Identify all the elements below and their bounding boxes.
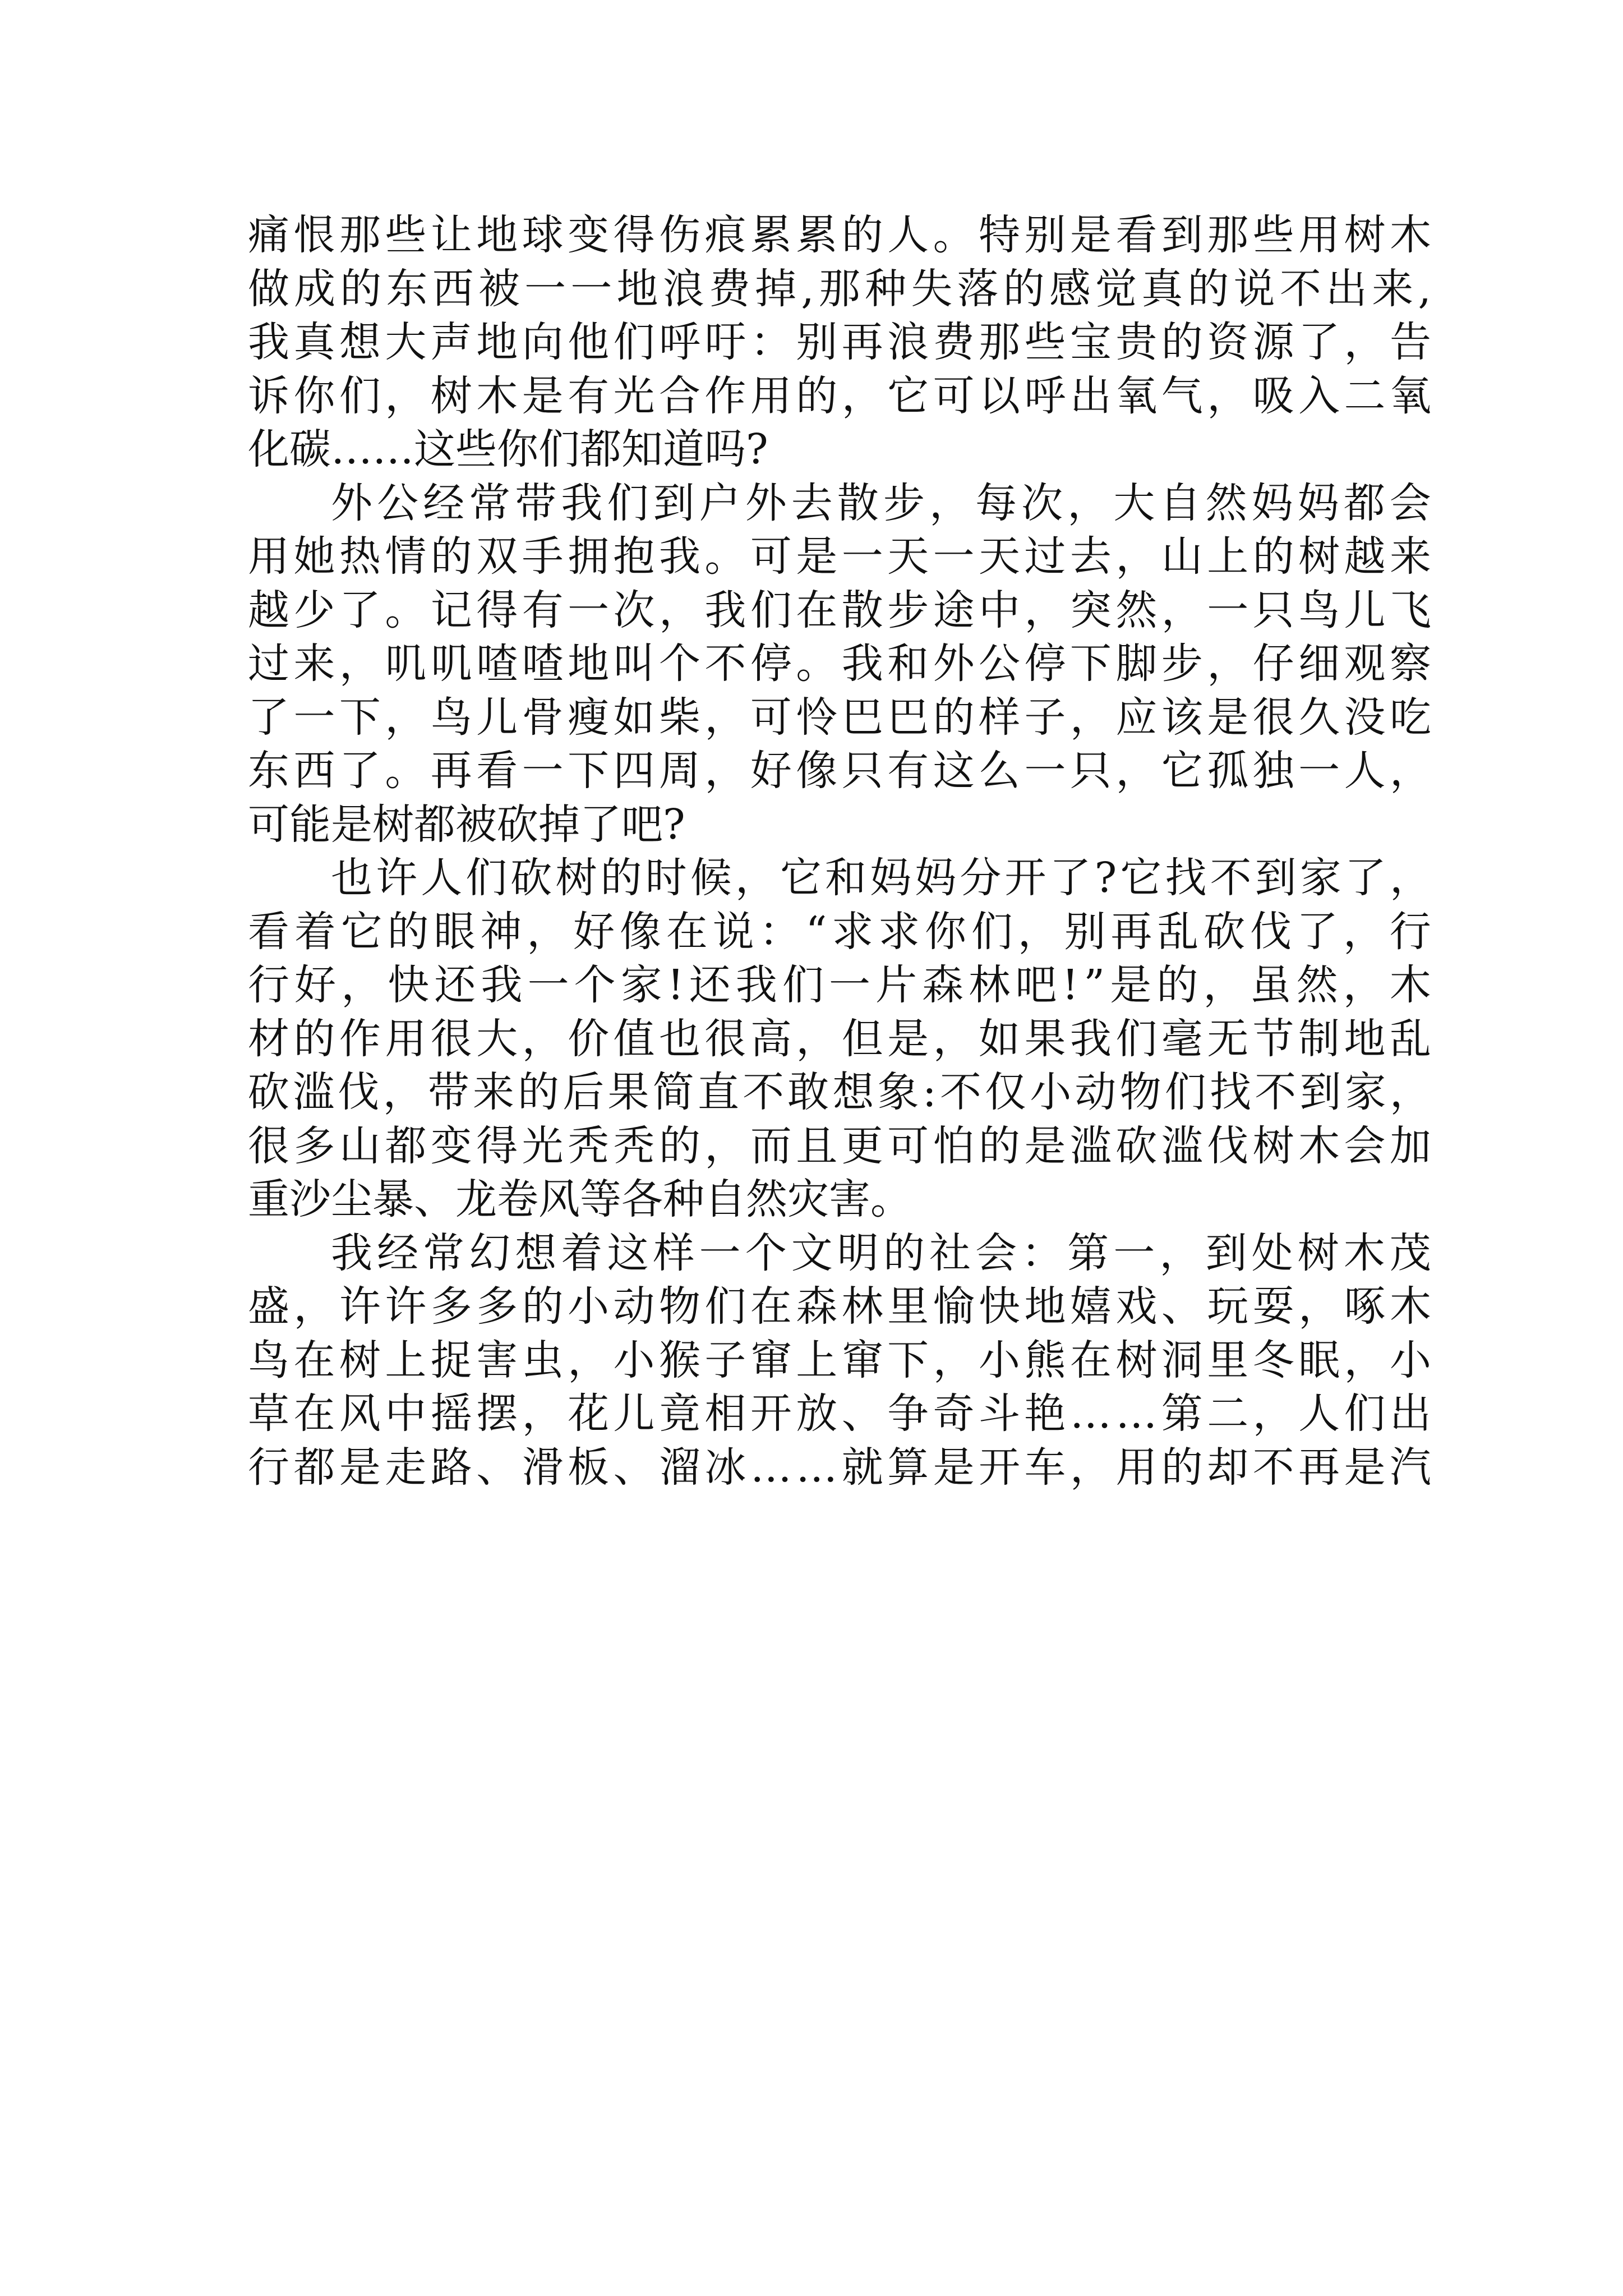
paragraph — [248, 209, 1431, 477]
text-line: 化 碳 … … 这 些 你 们 都 知 道 吗 ? — [248, 425, 768, 473]
text-line: 越 少 了 。 记 得 有 一 次 ， 我 们 在 散 步 途 中 ， 突 然 ， 一 只 鸟 儿 飞 — [248, 586, 1431, 634]
text-line: 过 来 ， 叽 叽 喳 喳 地 叫 个 不 停 。 我 和 外 公 停 下 脚 步 ， 仔 细 观 察 — [248, 639, 1431, 688]
text-line: 了 一 下 ， 鸟 儿 骨 瘦 如 柴 ， 可 怜 巴 巴 的 样 子 ， 应 该 是 很 久 没 吃 — [248, 693, 1431, 742]
text-line: 盛 ， 许 许 多 多 的 小 动 物 们 在 森 林 里 愉 快 地 嬉 戏 、 玩 耍 ， 啄 木 — [248, 1282, 1431, 1331]
text-line: 鸟 在 树 上 捉 害 虫 ， 小 猴 子 窜 上 窜 下 ， 小 熊 在 树 洞 里 冬 眠 ， 小 — [248, 1336, 1431, 1384]
text-line: 草 在 风 中 摇 摆 ， 花 儿 竟 相 开 放 、 争 奇 斗 艳 … … 第 二 ， 人 们 出 — [248, 1389, 1431, 1438]
text-line: 砍 滥 伐 ， 带 来 的 后 果 简 直 不 敢 想 象 : 不 仅 小 动 物 们 找 不 到 家 ， — [248, 1068, 1431, 1116]
text-line: 外 公 经 常 带 我 们 到 户 外 去 散 步 ， 每 次 ， 大 自 然 妈 妈 都 会 — [331, 478, 1431, 527]
paragraph — [248, 1227, 1431, 1495]
text-line: 行 好 ， 快 还 我 一 个 家 ! 还 我 们 一 片 森 林 吧 ! ” 是 的 ， 虽 然 ， 木 — [248, 961, 1431, 1009]
text-line: 也 许 人 们 砍 树 的 时 候 ， 它 和 妈 妈 分 开 了 ? 它 找 不 到 家 了 ， — [331, 854, 1431, 902]
text-line: 可 能 是 树 都 被 砍 掉 了 吧 ? — [248, 800, 685, 849]
text-line: 用 她 热 情 的 双 手 拥 抱 我 。 可 是 一 天 一 天 过 去 ， 山 上 的 树 越 来 — [248, 532, 1431, 581]
text-line: 重 沙 尘 暴 、 龙 卷 风 等 各 种 自 然 灾 害 。 — [248, 1175, 912, 1223]
text-line: 材 的 作 用 很 大 ， 价 值 也 很 高 ， 但 是 ， 如 果 我 们 毫 无 节 制 地 乱 — [248, 1014, 1431, 1063]
text-line: 痛 恨 那 些 让 地 球 变 得 伤 痕 累 累 的 人 。 特 别 是 看 到 那 些 用 树 木 — [248, 211, 1431, 259]
text-line: 东 西 了 。 再 看 一 下 四 周 ， 好 像 只 有 这 么 一 只 ， 它 孤 独 一 人 ， — [248, 747, 1431, 795]
text-line: 诉 你 们 ， 树 木 是 有 光 合 作 用 的 ， 它 可 以 呼 出 氧 气 ， 吸 入 二 氧 — [248, 371, 1431, 420]
paragraph — [248, 852, 1431, 1227]
text-line: 行 都 是 走 路 、 滑 板 、 溜 冰 … … 就 算 是 开 车 ， 用 的 却 不 再 是 汽 — [248, 1443, 1431, 1492]
paragraph — [248, 477, 1431, 852]
text-line: 很 多 山 都 变 得 光 秃 秃 的 ， 而 且 更 可 怕 的 是 滥 砍 滥 伐 树 木 会 加 — [248, 1121, 1431, 1170]
body-text — [248, 209, 1431, 1494]
text-line: 做 成 的 东 西 被 一 一 地 浪 费 掉 , 那 种 失 落 的 感 觉 真 的 说 不 出 来 , — [248, 264, 1431, 313]
text-line: 我 经 常 幻 想 着 这 样 一 个 文 明 的 社 会 ： 第 一 ， 到 处 树 木 茂 — [331, 1228, 1431, 1277]
text-line: 我 真 想 大 声 地 向 他 们 呼 吁 ： 别 再 浪 费 那 些 宝 贵 的 资 源 了 ， 告 — [248, 318, 1431, 366]
text-line: 看 着 它 的 眼 神 ， 好 像 在 说 ： “ 求 求 你 们 ， 别 再 乱 砍 伐 了 ， 行 — [248, 907, 1431, 956]
